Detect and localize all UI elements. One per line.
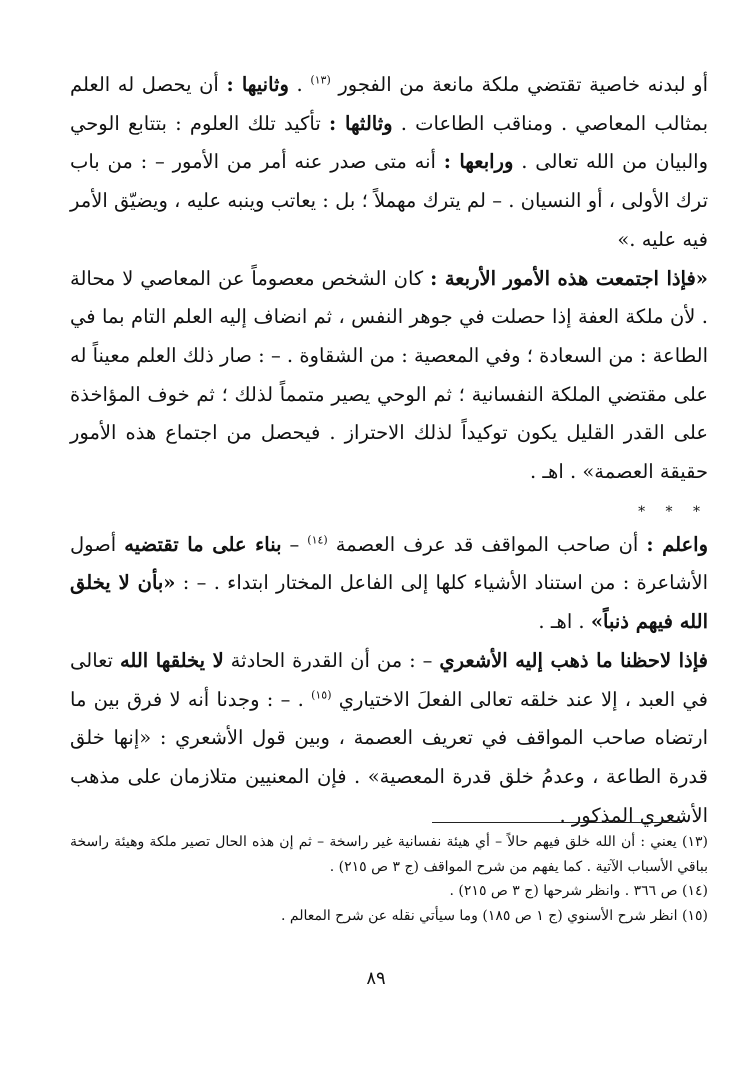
text-span: تعالى في العبد ، إلا عند خلقه تعالى الفعلَ الاختياري	[70, 648, 709, 711]
page-number: ٨٩	[366, 968, 386, 989]
bold-quote: «بأن لا يخلق الله فيهم ذنباً»	[70, 571, 708, 634]
text-span: تأكيد تلك العلوم : بتتابع الوحي والبيان من الله تعالى .	[70, 111, 708, 174]
paragraph-3	[70, 526, 708, 642]
bold-term: «فإذا اجتمعت هذه الأمور الأربعة :	[430, 266, 708, 290]
footnote-ref-13: (١٣)	[310, 73, 331, 87]
paragraph-1	[70, 66, 708, 260]
paragraph-4	[70, 642, 708, 836]
footnotes	[70, 830, 708, 928]
text-span: أن صاحب المواقف قد عرف العصمة	[335, 532, 639, 556]
text-span: . اهـ .	[538, 610, 585, 634]
footnote-ref-14: (١٤)	[307, 533, 328, 547]
bold-term: لا يخلقها الله	[119, 648, 224, 672]
paragraph-2	[70, 260, 708, 492]
text-span: .	[288, 73, 303, 96]
text-span: أو لبدنه خاصية تقتضي ملكة مانعة من الفجور	[338, 73, 709, 96]
bold-term: واعلم :	[646, 532, 709, 556]
text-span: أنه متى صدر عنه أمر من الأمور – : من باب ترك الأولى ، أو النسيان . – لم يترك مهملاً ؛ بل : يعاتب وينبه عليه ، ويضيّق الأمر فيه عليه .»	[70, 150, 708, 251]
text-span: أصول الأشاعرة : من استناد الأشياء كلها إلى الفاعل المختار ابتداء . – :	[70, 532, 708, 595]
footnote-14: (١٤) ص ٣٦٦ . وانظر شرحها (ج ٣ ص ٢١٥) .	[449, 883, 708, 899]
text-span: كان الشخص معصوماً عن المعاصي لا محالة . لأن ملكة العفة إذا حصلت في جوهر النفس ، ثم انضاف إليه العلم التام بما في الطاعة : من السعادة ؛ وفي المعصية : من الشقاوة . – : صار ذلك العلم معيناً له على مقتضي الملكة النفسانية ؛ ثم الوحي يصير متمماً لذلك ؛ ثم خوف المؤاخذة على القدر القليل يكون توكيداً لذلك الاحتراز . فيحصل من اجتماع هذه الأمور حقيقة العصمة» . اهـ .	[70, 266, 708, 484]
text-span: – : من أن القدرة الحادثة	[223, 648, 433, 672]
main-text	[70, 66, 708, 835]
bold-term: وثالثها :	[329, 111, 393, 135]
text-span: –	[281, 532, 300, 556]
bold-term: بناء على ما تقتضيه	[124, 532, 282, 556]
text-span: . – : وجدنا أنه لا فرق بين ما ارتضاه صاحب المواقف في تعريف العصمة ، وبين قول الأشعري : «إنها خلق قدرة الطاعة ، وعدمُ خلق قدرة المعصية» . فإن المعنيين متلازمان على مذهب الأشعري المذكور .	[70, 687, 708, 827]
footnote-15: (١٥) انظر شرح الأسنوي (ج ١ ص ١٨٥) وما سيأتي نقله عن شرح المعالم .	[280, 907, 708, 924]
footnote-divider	[432, 822, 682, 823]
footnote-ref-15: (١٥)	[311, 688, 332, 702]
bold-term: ورابعها :	[443, 150, 514, 174]
bold-term: وثانيها :	[226, 73, 289, 96]
footnote-13: (١٣) يعني : أن الله خلق فيهم حالاً – أي هيئة نفسانية غير راسخة – ثم إن هذه الحال تصير ملكة وهيئة راسخة بباقي الأسباب الآتية . كما يفهم من شرح المواقف (ج ٣ ص ٢١٥) .	[70, 834, 708, 875]
section-separator: * * *	[638, 503, 708, 520]
bold-term: فإذا لاحظنا ما ذهب إليه الأشعري	[439, 648, 708, 672]
text-span: أن يحصل له العلم بمثالب المعاصي . ومناقب الطاعات .	[70, 73, 709, 135]
